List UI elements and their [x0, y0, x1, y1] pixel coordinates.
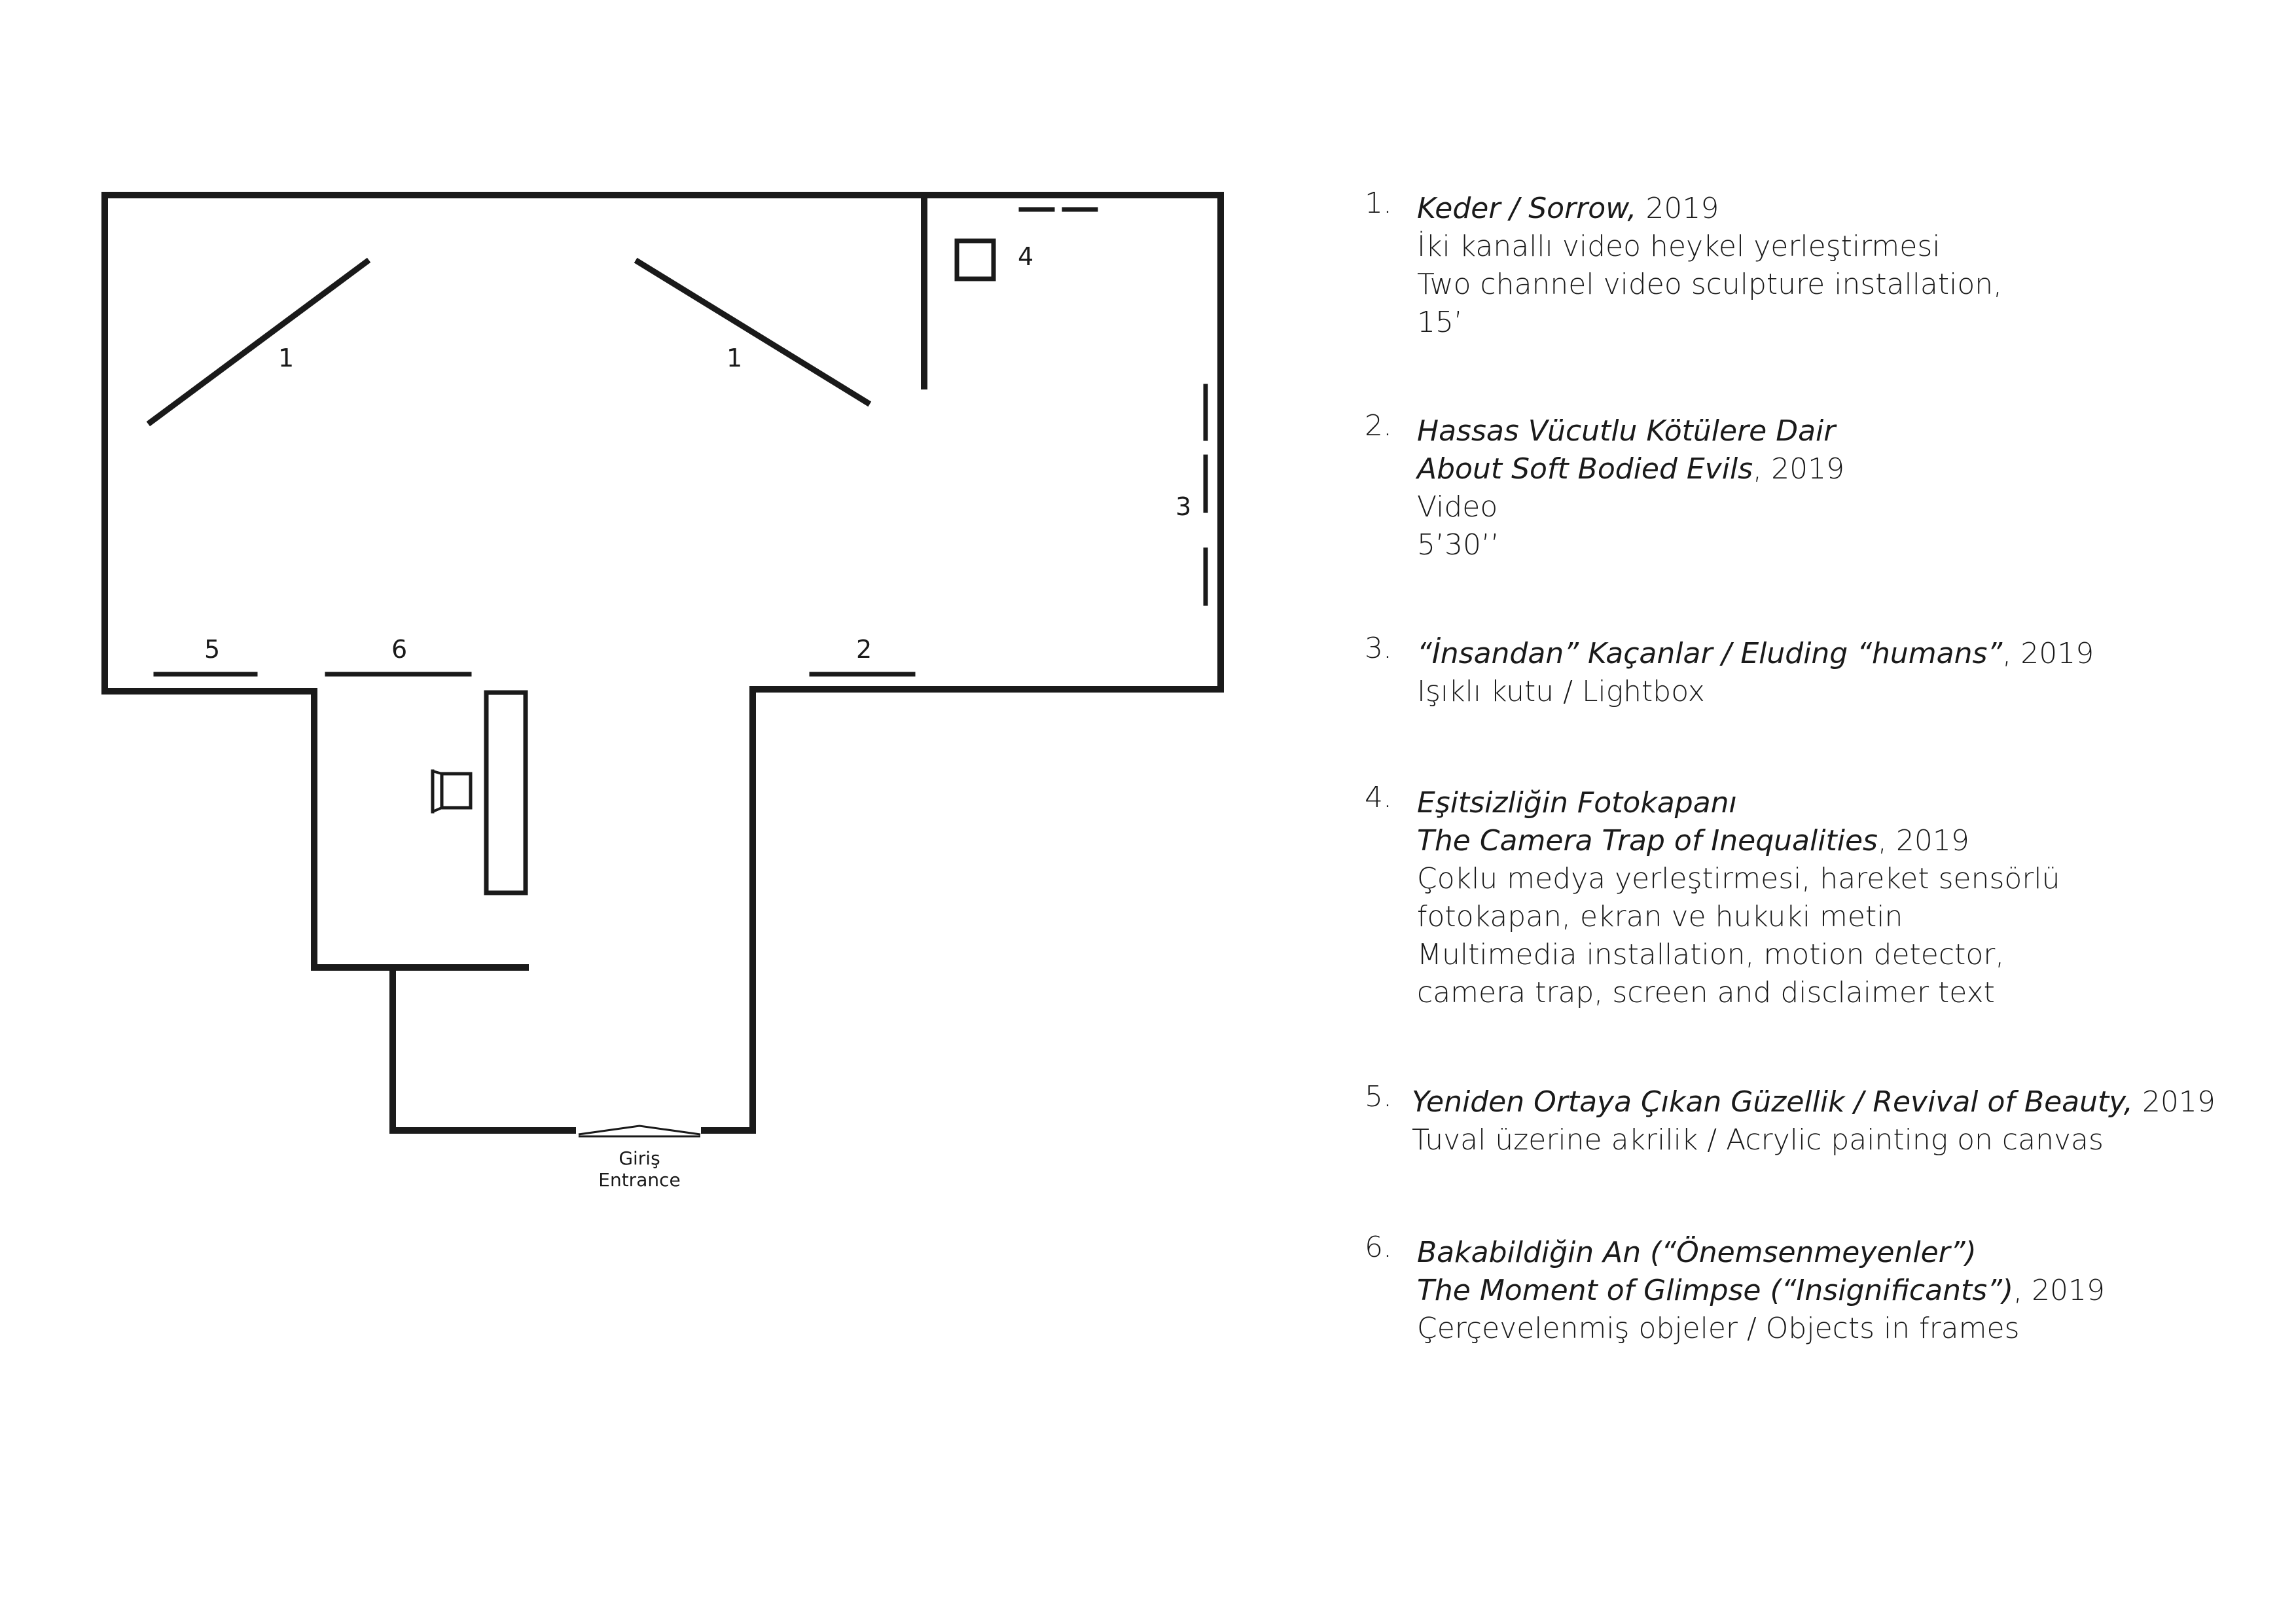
legend-detail: Two channel video sculpture installation,	[1417, 268, 2003, 301]
legend-detail: 5’30’’	[1417, 528, 1499, 562]
screen-work-1-left	[151, 262, 367, 422]
legend-title: Bakabildiğin An (“Önemsenmeyenler”)	[1417, 1236, 1977, 1269]
outer-wall-entrance-left	[393, 967, 573, 1130]
legend-item-6	[1365, 1231, 2106, 1348]
legend-number: 3.	[1365, 632, 1392, 665]
legend-detail: Işıklı kutu / Lightbox	[1417, 675, 1705, 708]
legend-item-2	[1365, 409, 1845, 564]
label-work-5: 5	[204, 635, 221, 664]
label-work-4: 4	[1018, 242, 1034, 271]
legend-title: Hassas Vücutlu Kötülere Dair	[1417, 414, 1836, 448]
legend-title: Yeniden Ortaya Çıkan Güzellik / Revival of Beauty, 2019	[1412, 1085, 2215, 1119]
legend-number: 1.	[1365, 187, 1392, 220]
label-work-1-right: 1	[726, 344, 743, 372]
legend-title: About Soft Bodied Evils, 2019	[1417, 452, 1845, 486]
legend-detail: Çerçevelenmiş objeler / Objects in frames	[1417, 1312, 2020, 1345]
legend-item-5	[1365, 1080, 2215, 1159]
legend-item-1	[1365, 187, 2003, 342]
label-work-6: 6	[391, 635, 408, 664]
legend-title: Keder / Sorrow, 2019	[1417, 192, 1719, 225]
legend-number: 5.	[1365, 1080, 1392, 1113]
entrance-door-icon	[579, 1126, 700, 1136]
legend-number: 2.	[1365, 409, 1392, 442]
legend-detail: İki kanallı video heykel yerleştirmesi	[1417, 230, 1941, 263]
camera-trap-box	[957, 241, 994, 279]
legend-title: The Moment of Glimpse (“Insignificants”), 2019	[1417, 1274, 2106, 1307]
legend-number: 6.	[1365, 1231, 1392, 1264]
screen-icon	[442, 774, 471, 808]
legend-detail: 15’	[1417, 306, 1463, 339]
bench	[486, 693, 526, 893]
legend-title: “İnsandan” Kaçanlar / Eluding “humans”, 2019	[1417, 637, 2094, 670]
legend-detail: Tuval üzerine akrilik / Acrylic painting on canvas	[1412, 1123, 2104, 1157]
entrance-label-en: Entrance	[598, 1169, 681, 1191]
legend-title: The Camera Trap of Inequalities, 2019	[1417, 824, 1969, 857]
outer-wall-lower-left	[314, 691, 526, 967]
legend-item-3	[1365, 632, 2094, 711]
legend-detail: Çoklu medya yerleştirmesi, hareket sensörlü	[1417, 862, 2060, 895]
floor-plan	[0, 0, 1244, 1244]
label-work-2: 2	[856, 635, 872, 664]
label-work-3: 3	[1175, 492, 1192, 521]
entrance-label-tr: Giriş	[619, 1147, 660, 1169]
legend-detail: fotokapan, ekran ve hukuki metin	[1417, 900, 1903, 933]
legend-detail: Multimedia installation, motion detector,	[1417, 938, 2005, 971]
label-work-1-left: 1	[278, 344, 295, 372]
screen-work-1-right	[638, 262, 867, 403]
legend-detail: camera trap, screen and disclaimer text	[1417, 976, 1995, 1009]
legend-title: Eşitsizliğin Fotokapanı	[1417, 786, 1737, 820]
legend-item-4	[1365, 781, 2060, 1012]
legend-number: 4.	[1365, 781, 1392, 814]
legend-detail: Video	[1417, 490, 1498, 524]
